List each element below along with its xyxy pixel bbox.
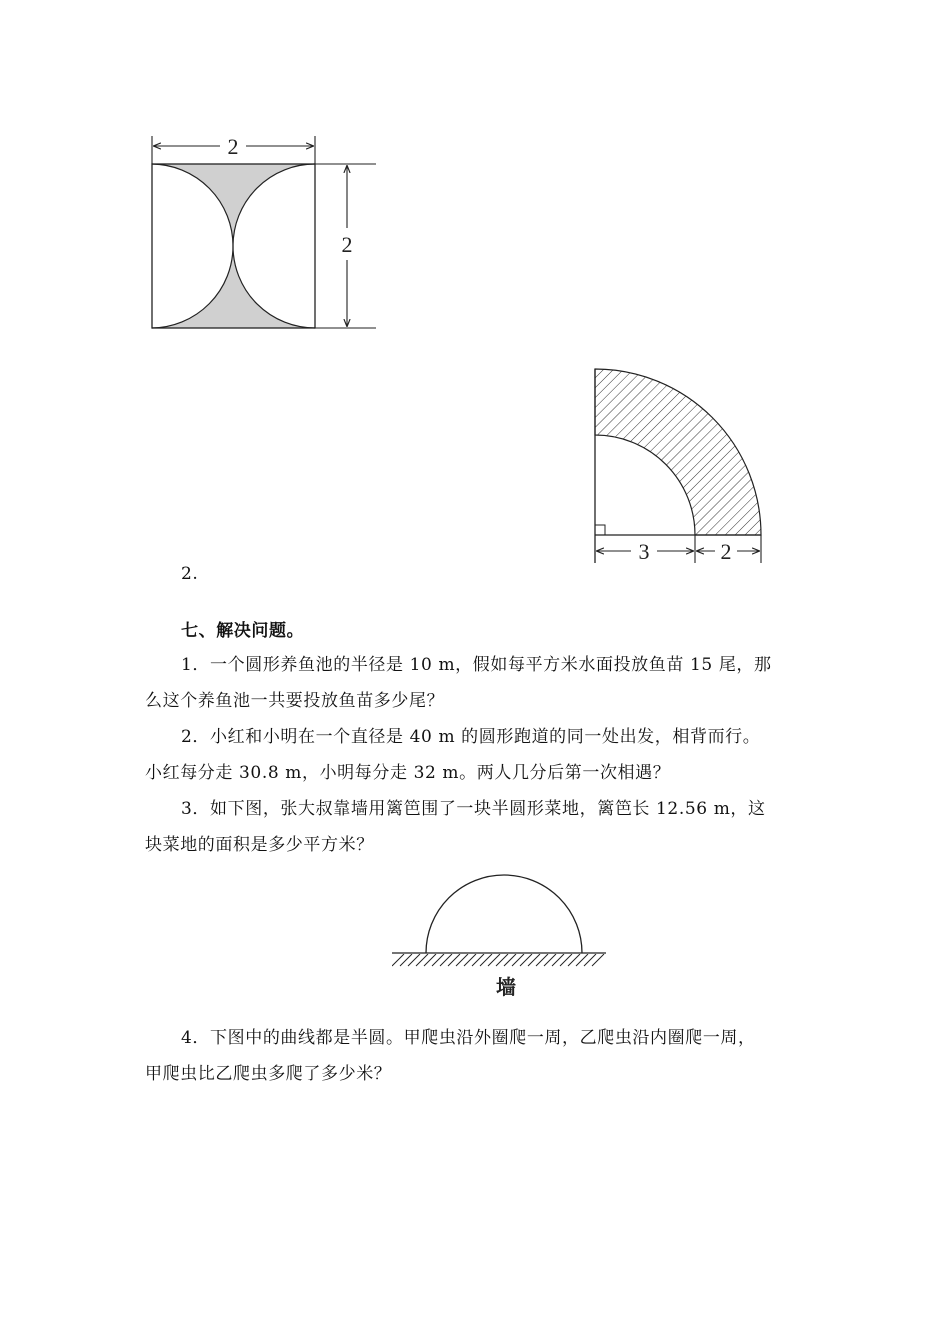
- question-1-line-2: 么这个养鱼池一共要投放鱼苗多少尾？: [145, 691, 445, 711]
- inner-radius-label: 3: [638, 539, 650, 564]
- square-semicircle-figure: [140, 128, 390, 338]
- semicircle-wall-figure: [390, 870, 610, 1005]
- question-2-line-1: 2．小红和小明在一个直径是 40 m 的圆形跑道的同一处出发，相背而行。: [181, 727, 761, 747]
- question-4-line-1: 4．下图中的曲线都是半圆。甲爬虫沿外圈爬一周，乙爬虫沿内圈爬一周，: [181, 1028, 756, 1048]
- section-title: 七、解决问题。: [181, 621, 305, 641]
- quarter-ring-figure: [585, 358, 775, 573]
- item-number: 2.: [181, 564, 199, 584]
- question-4-line-2: 甲爬虫比乙爬虫多爬了多少米？: [145, 1064, 392, 1084]
- question-3-line-1: 3．如下图，张大叔靠墙用篱笆围了一块半圆形菜地，篱笆长 12.56 m，这: [181, 799, 766, 819]
- wall-label: 墙: [496, 977, 516, 999]
- question-2-line-2: 小红每分走 30.8 m，小明每分走 32 m。两人几分后第一次相遇？: [145, 763, 671, 783]
- ring-width-label: 2: [720, 539, 732, 564]
- hatched-ring: [595, 369, 761, 535]
- question-1-line-1: 1．一个圆形养鱼池的半径是 10 m，假如每平方米水面投放鱼苗 15 尾，那: [181, 655, 772, 675]
- question-3-line-2: 块菜地的面积是多少平方米？: [145, 835, 374, 855]
- semicircle-fence: [426, 875, 582, 953]
- height-label: 2: [341, 232, 353, 257]
- width-label: 2: [227, 134, 239, 159]
